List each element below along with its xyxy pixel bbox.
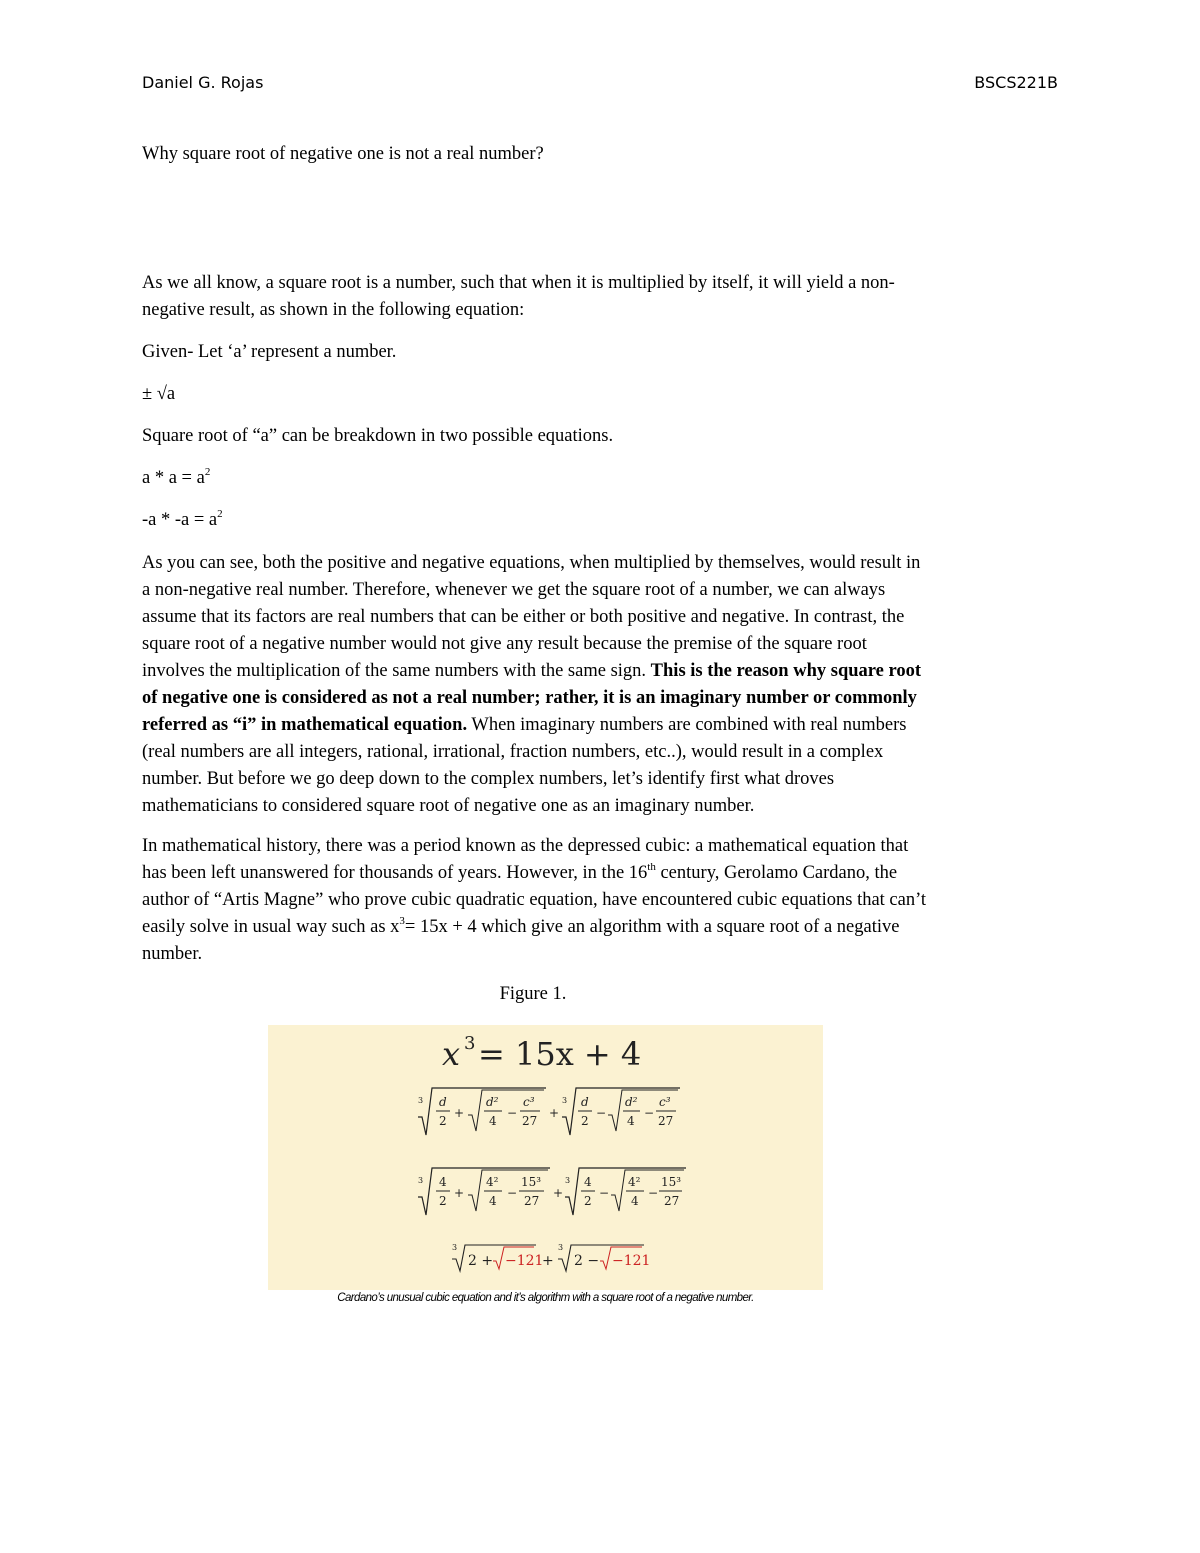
svg-text:4: 4 — [439, 1175, 447, 1189]
svg-text:4: 4 — [631, 1194, 639, 1208]
figure-caption: Cardano’s unusual cubic equation and it’s algorithm with a square root of a negative number. — [337, 1292, 754, 1304]
para1-line: (real numbers are all integers, rational, irrational, fraction numbers, etc..), would result in a complex — [142, 742, 884, 762]
svg-text:3: 3 — [418, 1096, 424, 1105]
svg-text:4: 4 — [584, 1175, 592, 1189]
svg-text:2 −: 2 − — [574, 1253, 600, 1269]
para1-line — [142, 712, 1060, 739]
svg-text:2: 2 — [584, 1194, 592, 1208]
svg-text:+: + — [542, 1253, 554, 1269]
para1-line — [142, 685, 1060, 712]
svg-text:d: d — [439, 1095, 447, 1109]
svg-text:3: 3 — [558, 1243, 564, 1252]
para1-text: involves the multiplication of the same numbers with the same sign. — [142, 661, 651, 681]
svg-text:3: 3 — [418, 1176, 424, 1185]
svg-text:−: − — [599, 1186, 610, 1200]
para2-line — [142, 860, 1060, 887]
svg-text:4: 4 — [489, 1114, 497, 1128]
equation-positive — [142, 465, 210, 492]
svg-text:27: 27 — [524, 1194, 540, 1208]
para2-line — [142, 914, 1060, 941]
svg-text:−: − — [507, 1186, 518, 1200]
svg-text:4²: 4² — [628, 1175, 641, 1189]
equation-positive-lhs: a * a = a — [142, 468, 205, 488]
svg-text:3: 3 — [565, 1176, 571, 1185]
simplified-formula — [452, 1243, 650, 1271]
para1-line: a non-negative real number. Therefore, whenever we get the square root of a number, we can always — [142, 580, 886, 600]
svg-text:−121: −121 — [505, 1253, 544, 1269]
svg-text:2: 2 — [581, 1114, 589, 1128]
figure-label: Figure 1. — [499, 984, 567, 1004]
intro-line-1: As we all know, a square root is a number, such that when it is multiplied by itself, it will yield a non- — [142, 273, 895, 293]
para1-text: When imaginary numbers are combined with real numbers — [467, 715, 907, 735]
equation-negative-exponent: 2 — [217, 507, 223, 520]
header-course: BSCS221B — [974, 73, 1058, 92]
para1-line: assume that its factors are real numbers that can be either or both positive and negative. In contrast, the — [142, 607, 905, 627]
document-title: Why square root of negative one is not a real number? — [142, 144, 544, 164]
paragraph-explanation — [142, 550, 1060, 820]
svg-text:−: − — [596, 1106, 607, 1120]
svg-text:15³: 15³ — [661, 1175, 682, 1189]
svg-text:+: + — [553, 1186, 564, 1200]
svg-text:−121: −121 — [612, 1253, 651, 1269]
svg-text:15³: 15³ — [521, 1175, 542, 1189]
svg-text:d²: d² — [486, 1095, 499, 1109]
given-line: Given- Let ‘a’ represent a number. — [142, 342, 397, 362]
para2-text: has been left unanswered for thousands of years. However, in the 16 — [142, 863, 648, 883]
para1-line: As you can see, both the positive and negative equations, when multiplied by themselves, would result in — [142, 553, 921, 573]
equation-positive-exponent: 2 — [204, 465, 211, 478]
para1-line: square root of a negative number would not give any result because the premise of the square root — [142, 634, 867, 654]
svg-text:4²: 4² — [486, 1175, 499, 1189]
para2-line: author of “Artis Magne” who prove cubic quadratic equation, have encountered cubic equations that can’t — [142, 890, 927, 910]
para1-bold-text: referred as “i” in mathematical equation. — [142, 715, 468, 735]
breakdown-line: Square root of “a” can be breakdown in two possible equations. — [142, 426, 614, 446]
svg-text:+: + — [549, 1106, 560, 1120]
intro-paragraph — [142, 270, 1060, 324]
cardano-equation-figure — [268, 1025, 823, 1290]
svg-text:4: 4 — [489, 1194, 497, 1208]
svg-text:27: 27 — [522, 1114, 538, 1128]
para2-line: In mathematical history, there was a period known as the depressed cubic: a mathematical equation that — [142, 836, 909, 856]
equation-negative — [142, 507, 223, 534]
paragraph-history — [142, 833, 1060, 968]
equation-negative-lhs: -a * -a = a — [142, 510, 218, 530]
svg-text:27: 27 — [658, 1114, 674, 1128]
root-expression: ± √a — [142, 384, 176, 404]
para1-bold-text: of negative one is considered as not a real number; rather, it is an imaginary number or commonly — [142, 688, 917, 708]
svg-text:−: − — [648, 1186, 659, 1200]
para1-line: mathematicians to considered square root of negative one as an imaginary number. — [142, 796, 755, 816]
svg-text:3: 3 — [562, 1096, 568, 1105]
main-equation-rest: = 15x + 4 — [478, 1035, 642, 1073]
svg-text:+: + — [454, 1186, 465, 1200]
main-equation-exponent: 3 — [464, 1033, 476, 1054]
svg-text:−: − — [507, 1106, 518, 1120]
svg-text:d²: d² — [625, 1095, 638, 1109]
cardano-formula-image — [268, 1025, 823, 1290]
header-author: Daniel G. Rojas — [142, 73, 264, 92]
svg-text:−: − — [644, 1106, 655, 1120]
svg-text:c³: c³ — [523, 1095, 535, 1109]
para2-text: easily solve in usual way such as x — [142, 917, 400, 937]
svg-text:4: 4 — [627, 1114, 635, 1128]
cube-exponent: 3 — [399, 914, 405, 927]
para1-line — [142, 658, 1060, 685]
para2-text: century, Gerolamo Cardano, the — [655, 863, 898, 883]
intro-line-2: negative result, as shown in the following equation: — [142, 300, 525, 320]
svg-text:2: 2 — [439, 1114, 447, 1128]
para1-line: number. But before we go deep down to the complex numbers, let’s identify first what droves — [142, 769, 835, 789]
svg-text:d: d — [581, 1095, 589, 1109]
main-equation-x: x — [442, 1035, 461, 1073]
svg-text:2 +: 2 + — [468, 1253, 494, 1269]
para1-bold-text: This is the reason why square root — [650, 661, 922, 681]
svg-text:+: + — [454, 1106, 465, 1120]
ordinal-suffix: th — [647, 860, 656, 873]
para2-text: = 15x + 4 which give an algorithm with a square root of a negative — [404, 917, 900, 937]
para2-line: number. — [142, 944, 203, 964]
general-formula — [418, 1088, 680, 1135]
svg-text:c³: c³ — [659, 1095, 671, 1109]
svg-text:2: 2 — [439, 1194, 447, 1208]
substituted-formula — [418, 1168, 686, 1215]
svg-text:27: 27 — [664, 1194, 680, 1208]
svg-text:3: 3 — [452, 1243, 458, 1252]
